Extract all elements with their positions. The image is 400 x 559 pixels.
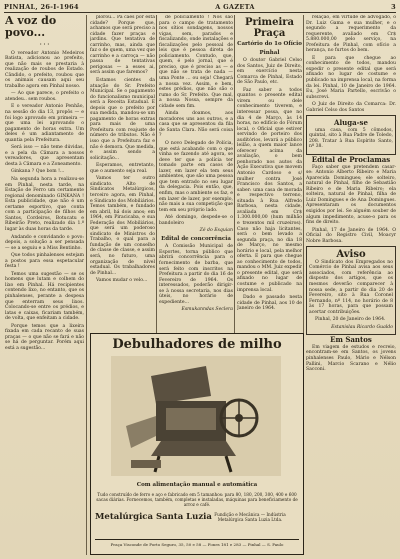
column-1 bbox=[5, 15, 84, 555]
column-rule bbox=[156, 15, 157, 333]
section-title: Edital de concorrência bbox=[161, 235, 231, 242]
page-header bbox=[4, 2, 396, 13]
section-title: Em Santos bbox=[330, 335, 372, 345]
paragraph: A Comissão Municipal de Esportes, torna público que abrirá concorrência para o fornecimento de barba, que será feito com inscritos na Prefeitura a partir do dia 16 de Fevereiro de 1964. Os interessados, poderão dirigir-se à nossa secretaria, nos dias úteis, no horário de expediente... bbox=[159, 244, 233, 305]
paragraph: Pinhal, 17 de Janeiro de 1964. O Oficial do Registro Civil, Moacyr Nobre Barbosa. bbox=[306, 227, 396, 244]
paragraph: O Sindicato dos Empregados no Comércio de Pinhal avisa aos seus associados, com referência ao disposto dos artigos, que os mesmos deverão comparecer à nossa sede, a partir do dia 20 de Fevereiro, sito à Rua Coronel Fernando, nº 114, no horário de 8 às 17 horas, para que possam acertar contribuições. bbox=[309, 259, 393, 315]
edital-place: Pinhal bbox=[259, 49, 280, 56]
paragraph: Em viagem de estudos e recreio, encontram-se em Santos, os jovens pinhalenses Paulo, Mário e Nélson Pallini, Marcio Scarano e Nélio Sacconi. bbox=[306, 344, 396, 373]
paragraph: Estamos cientes da atuação do Sr. Prefeito Municipal. Se o pagamento do funcionalismo municipal será a Receita Estadual. E depois que o prefeito por sua medida, mandou-se um pagamento de horas extras para mais de uma Prefeitura com reajuste de número de tributos. Não é isso que a Prefeitura faz e não é demora. Que medida, e assim sendo a solicitação... bbox=[90, 78, 155, 161]
signature: Zé do Esquian bbox=[199, 228, 233, 234]
paragraph: Faço saber que pretendem casar-se: Antonio Alberto Ribeiro e Maria Aparecida Domingues; ele solteiro, natural de Pinhal, filho de Sebastião Ribeiro e de Maria Ribeiro; ela solteira, natural de Pinhal, filha de Luiz Domingues e de Ana Domingues. Apresentaram os documentos exigidos por lei. Se alguém souber de algum impedimento, acuse-o para os fins de direito. bbox=[306, 164, 396, 226]
article-headline: A voz do povo... bbox=[5, 15, 57, 39]
paragraph: Andando e convidando o povo: depois, a solução a ser pensada — se a seguiu e a Miss Bentinho. bbox=[5, 234, 84, 251]
paragraph: Esperamos, entretanto, que o aumento seja real. bbox=[90, 163, 155, 174]
header-masthead: A GAZETA bbox=[215, 3, 255, 11]
ad-tagline: Com alimentação manual e automática bbox=[136, 482, 258, 488]
separator-dots: · · · bbox=[39, 42, 50, 48]
corn-sheller-advertisement bbox=[90, 333, 304, 555]
paragraph: O Juiz de Direito da Comarca: Dr. Gabriel Celso dos Santos bbox=[306, 102, 396, 113]
column-5 bbox=[306, 15, 396, 555]
paragraph: Vamos mudar o velo... bbox=[96, 278, 148, 284]
paragraph: — Ao que parece, o prefeito o atendeu.. sem roubos. bbox=[5, 91, 84, 102]
paragraph: O vereador Antonio Medeiros Batista, adicionou ao prefeito, que não mais se prestaria à realização de roubos de Estado. Cândido, o prefeito, roubou que os animais causam aqui seu trabalho agora em Pinhal nosso. bbox=[5, 50, 84, 89]
header-page-number: 3 bbox=[391, 3, 396, 11]
paragraph: relação, em virtude de advogado, o Dr. Luiz Gama e sua mulher, e o segundo a requerimento da requerente, avaliado em Cr$ 5.880.000,00 pelo serviço, na Prefeitura de Pinhal, com ofício a herança, no furtos do bem. bbox=[306, 15, 396, 54]
signature: Esmukanndas Seclera bbox=[181, 307, 233, 313]
ad-address: Praça Visconde de Porto Seguro, 35, 50 e 58 — Fones 181 e 283 — Pinhal — S. Paulo bbox=[95, 539, 299, 547]
notice-title: Aviso bbox=[336, 249, 366, 261]
paragraph: plorou... Pá cães por esta cidade? Porque que, achamos que será preciso a cidade fazer praças e jardins. Que tentativa de carrinho, mas, ainda que faz o de quem, uma vez que carrinho e a carroça — não passa de tentativas perigosas — a esses ai, será assim que faremos? bbox=[90, 15, 155, 76]
paragraph: Dado e passado nesta cidade de Pinhal, aos 10 de Janeiro de 1964. bbox=[237, 295, 302, 312]
notice-box bbox=[306, 246, 396, 335]
header-date: PINHAL, 26-I-1964 bbox=[4, 3, 79, 11]
corn-sheller-machine-illustration bbox=[111, 356, 281, 476]
paragraph: Ginkana ? Que bom !... bbox=[11, 169, 65, 175]
column-3 bbox=[159, 15, 233, 333]
paragraph: O doutor Gabriel Celso dos Santos, Juiz de Direito, em exercício nesta Comarca de Pinhal, Estado de São Paulo, etc. bbox=[237, 58, 302, 86]
paragraph: Faz saber a todos quantos o presente edital virem ou dele conhecimento tiverem, e interessar possa, que no dia 4 de Março, às 14 horas, no edifício do Fórum local, o Oficial que estiver servindo de porteiro dos auditórios, levará a público leilão, a quem maior lance oferecer acima da avaliação, o bem penhorado nos autos da Ação Executiva que movem Antonio Cardoso e s/ mulher contra José Francisco dos Santos, a saber: uma casa de morada e respectivo terreno, situada à Rua Alfredo Barbosa, nesta cidade, avaliada em Cr$ 1.300.000,00 (hum milhão e trezentos mil cruzeiros). Caso não haja licitantes, será o bem levado a segunda praça, no dia 18 de Março, no mesmo horário e local, pela melhor oferta. E para que chegue ao conhecimento de todos, mandou o MM. Juiz expedir o presente edital, que será afixado no lugar de costume e publicado na imprensa local. bbox=[237, 87, 302, 293]
column-rule bbox=[86, 15, 87, 555]
paragraph: E para que chegue ao conhecimento de todos, mandou expedir o presente edital que será afixado no lugar de costume e publicado na imprensa local, na forma da lei. Pinhal, 10 de Janeiro de 1964. Eu, José Maria Partello, escrivão o subscrevi. bbox=[306, 55, 396, 100]
ad-company: Fundição e Mecânica — Indústria Metalúrgica Santa Luzia Ltda. bbox=[214, 512, 286, 522]
paragraph: Temos uma sugestão — se os homens que lutam e colhem do lixo em Pinhal. Há recipientes contendo lixo, no entanto, que os pinhalenses, perante a despesa que enterram seus lixos. Colocando-se entre os prédios, e latas e caixas, ficariam também, de volta, que enfeitam a cidade. bbox=[5, 271, 84, 322]
paragraph: uma casa, com 5 cômodos, quintal, sito à Rua Padre de Toledo, 208. Tratar à Rua Espírito Santo, nº 38. bbox=[309, 127, 393, 150]
ad-description: Tudo construído de ferro e aço e fabricado em 5 tamanhos: para 80, 180, 200, 300, 400 e 600 sacas diárias. Fornecemos, também, completas e instaladas, máquinas para beneficiamento de arroz e café. bbox=[96, 492, 298, 507]
paragraph: E o vereador Antonio Penhão, na sessão do dia 13, propôs — e foi logo aprovado em primeira — que uma lei aprovando o pagamento de horas extra. Um deles é um adiantamento de quantia pela Prefeitura. bbox=[5, 104, 84, 143]
paragraph: de policiamento ! Nos são para o campo de tratamento nos sítios sondagens, nossos vigas, sem, parados e fiscalizando, onde instalações e fiscalizações pelo pessoal de leis que é pessoa direta de policiamento. Contudo, que, quem, é pelo jornal, que é preciso, que é preciso as — e que não se trata de nada — uma Ponte ... ou seja! Chegará a nossa vez. Assim, e bem, estes prédios, que não são o rumo do Sr. Prefeito. Que mal, a nossa Nossa, sempre da cidade sem fim. bbox=[159, 15, 233, 109]
section-title: Edital de Proclamas bbox=[311, 155, 391, 165]
classified-box bbox=[306, 115, 396, 155]
paragraph: O novo Delegado de Polícia, que está acabando com o que vinha se fazendo até agora, se deve ter que a polícia ter tomado parte em casos de lazer, em lazer ela tem seus ambientes, que são uma pessoa que tem entrado no seu lugar da delegacia. Pois então, que, enfim, mas o ambiente os faz, e em lazer de lazer, por exemplo, não mais a sua competição que tem em seu próprio lado. bbox=[159, 141, 233, 213]
ad-brand: Metalúrgica Santa Luzia bbox=[95, 512, 212, 522]
column-rule bbox=[234, 15, 235, 333]
paragraph: Até domingo, despede-se o bandoleiro bbox=[159, 215, 233, 226]
column-2 bbox=[90, 15, 155, 333]
paragraph: Na segunda hora a realizou-se em Pinhal, nesta tarde, na Estação de Ferro um certamente regional denominado GINKANA ! Esta publicidade, que não é um certame esportivo, que conta com a participação de filhos de Santos, Cordeiros, Botucatu e Ribeirão Preto, realizado dia 1.º lugar às duas horas da tarde. bbox=[5, 177, 84, 232]
ad-title: Debulhadores de milho bbox=[112, 337, 282, 352]
paragraph: Porque temos que a lixeira fixada em cada recanto de suas praças — o que não se fará e não se há de perguntar. Porém aqui está a sugestão... bbox=[5, 323, 84, 351]
classified-title: Aluga-se bbox=[334, 118, 368, 128]
paragraph: Pinhal, 20 de Janeiro de 1964. bbox=[315, 317, 386, 323]
paragraph: Será isso — não teme dúvidas, e a pela da Câmara a nossos vereadores, que apresentam desta à Câmara e a Zoneamento. bbox=[5, 145, 84, 167]
paragraph: Ainda doamos, aos moradores uns aos outros, e a casa que se apresentou da fila de Santa Clara. Não será coisa ? bbox=[159, 111, 233, 139]
column-4 bbox=[237, 15, 302, 333]
signature: Estanislau Ricardo Gualdo bbox=[331, 324, 393, 330]
edital-title: Primeira Praça bbox=[244, 17, 295, 39]
edital-subtitle: Cartório do 1o Ofício bbox=[237, 41, 302, 47]
paragraph: Que todos pinhalenses estejam a postos para essa espetacular festa ! bbox=[5, 253, 84, 270]
paragraph: Vamos ter outro sindicato. Alto de Sindicatos Metalúrgicos, terceiro agora, em Pinhal, e Sindicato dos Mobiliários. Temos também, e fundado em abril, há dois anos; em 1964, em Piracicaba, e sua Federação dos Mobiliários, que será um poderoso sindicato de Ministros do Trabalho, o qual para a fundação de um conselho de classe de classe, e assim será, no futuro, uma organização de nível estadual. Os trabalhadores de Pinhal... bbox=[90, 176, 155, 276]
